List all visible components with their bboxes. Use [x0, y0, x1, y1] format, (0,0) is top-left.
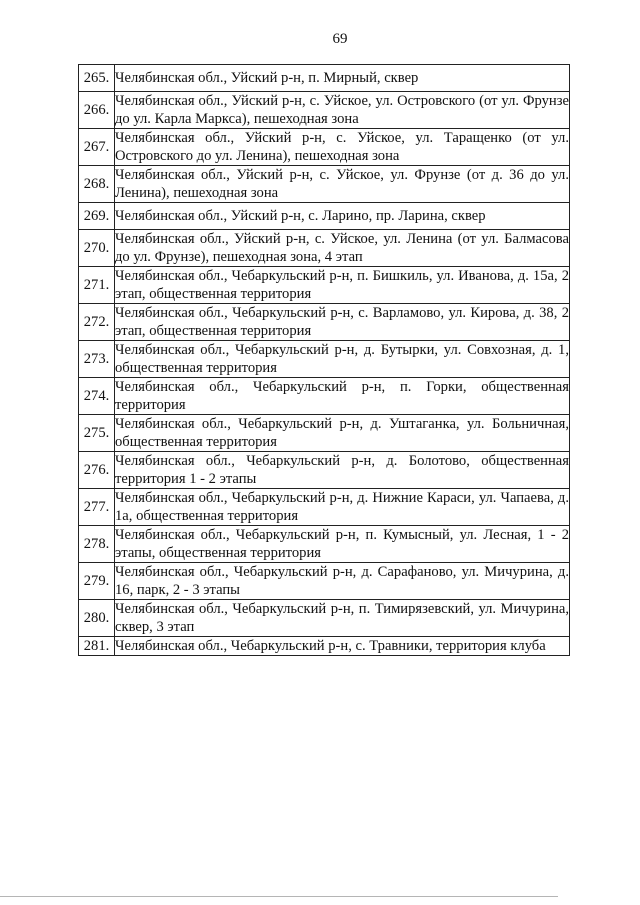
- row-number: 267.: [79, 129, 115, 166]
- row-number: 281.: [79, 637, 115, 656]
- table-row: [79, 65, 570, 92]
- row-address: Челябинская обл., Чебаркульский р-н, п. Бишкиль, ул. Иванова, д. 15а, 2 этап, общественная территория: [115, 268, 569, 302]
- row-address: Челябинская обл., Чебаркульский р-н, с. Варламово, ул. Кирова, д. 38, 2 этап, общественная территория: [115, 305, 569, 339]
- page-number: 69: [332, 31, 348, 47]
- row-address: Челябинская обл., Уйский р-н, с. Уйское, ул. Ленина (от ул. Балмасова до ул. Фрунзе), пешеходная зона, 4 этап: [115, 231, 569, 265]
- row-number: 278.: [79, 526, 115, 563]
- row-address: Челябинская обл., Чебаркульский р-н, д. Болотово, общественная территория 1 - 2 этапы: [115, 453, 569, 487]
- table-row: [79, 600, 570, 637]
- row-number: 272.: [79, 304, 115, 341]
- row-address: Челябинская обл., Чебаркульский р-н, д. Уштаганка, ул. Больничная, общественная территория: [115, 416, 569, 450]
- table-row: [79, 203, 570, 230]
- row-number: 268.: [79, 166, 115, 203]
- row-address: Челябинская обл., Уйский р-н, с. Ларино, пр. Ларина, сквер: [115, 203, 570, 230]
- row-number: 277.: [79, 489, 115, 526]
- table-row: [79, 452, 570, 489]
- row-address: Челябинская обл., Чебаркульский р-н, д. Сарафаново, ул. Мичурина, д. 16, парк, 2 - 3 этапы: [115, 564, 569, 598]
- table-row: [79, 378, 570, 415]
- row-number: 269.: [79, 203, 115, 230]
- row-address: Челябинская обл., Уйский р-н, п. Мирный, сквер: [115, 65, 570, 92]
- table-row: [79, 415, 570, 452]
- row-address: Челябинская обл., Чебаркульский р-н, п. Горки, общественная территория: [115, 379, 569, 413]
- row-address: Челябинская обл., Уйский р-н, с. Уйское, ул. Островского (от ул. Фрунзе до ул. Карла Маркса), пешеходная зона: [115, 93, 569, 127]
- table-row: [79, 563, 570, 600]
- row-address: Челябинская обл., Чебаркульский р-н, п. Тимирязевский, ул. Мичурина, сквер, 3 этап: [115, 601, 569, 635]
- table-row: [79, 166, 570, 203]
- table-row: [79, 267, 570, 304]
- row-number: 266.: [79, 92, 115, 129]
- row-address: Челябинская обл., Чебаркульский р-н, д. Нижние Караси, ул. Чапаева, д. 1а, общественная территория: [115, 490, 569, 524]
- table-row: [79, 304, 570, 341]
- row-address: Челябинская обл., Чебаркульский р-н, п. Кумысный, ул. Лесная, 1 - 2 этапы, общественная территория: [115, 527, 569, 561]
- table-row: [79, 129, 570, 166]
- row-address: Челябинская обл., Чебаркульский р-н, д. Бутырки, ул. Совхозная, д. 1, общественная территория: [115, 342, 569, 376]
- row-number: 271.: [79, 267, 115, 304]
- row-number: 270.: [79, 230, 115, 267]
- row-address: Челябинская обл., Уйский р-н, с. Уйское, ул. Фрунзе (от д. 36 до ул. Ленина), пешеходная зона: [115, 167, 569, 201]
- row-number: 276.: [79, 452, 115, 489]
- table-row: [79, 637, 570, 656]
- footer-divider: [0, 896, 558, 897]
- row-number: 280.: [79, 600, 115, 637]
- table-row: [79, 526, 570, 563]
- row-address: Челябинская обл., Уйский р-н, с. Уйское, ул. Таращенко (от ул. Островского до ул. Ленина), пешеходная зона: [115, 130, 569, 164]
- table-row: [79, 92, 570, 129]
- row-number: 279.: [79, 563, 115, 600]
- table-row: [79, 230, 570, 267]
- row-number: 273.: [79, 341, 115, 378]
- row-address: Челябинская обл., Чебаркульский р-н, с. Травники, территория клуба: [115, 637, 570, 656]
- registry-table: [78, 64, 570, 656]
- row-number: 265.: [79, 65, 115, 92]
- table-row: [79, 341, 570, 378]
- row-number: 274.: [79, 378, 115, 415]
- row-number: 275.: [79, 415, 115, 452]
- table-row: [79, 489, 570, 526]
